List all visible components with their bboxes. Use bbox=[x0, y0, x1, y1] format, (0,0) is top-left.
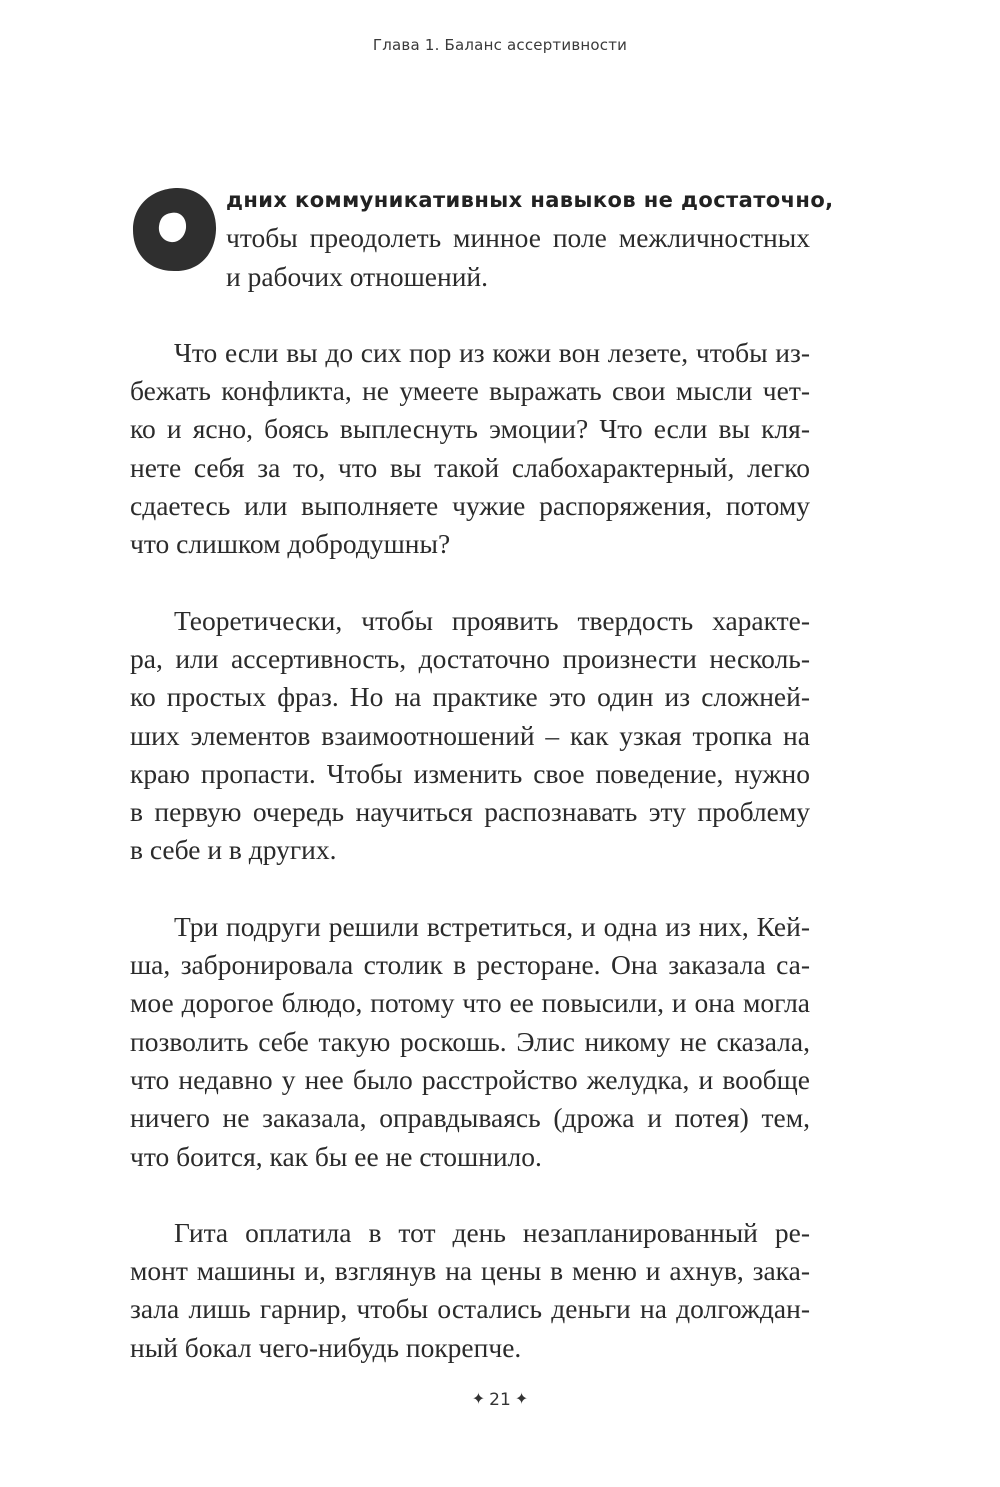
lead-paragraph bbox=[130, 181, 834, 296]
text-line: ничего не заказала, оправдываясь (дрожа и потея) тем, bbox=[130, 1102, 810, 1134]
text-line: в себе и в других. bbox=[130, 834, 337, 866]
drop-cap bbox=[130, 185, 219, 274]
text-line: ших элементов взаимоотношений – как узкая тропка на bbox=[130, 719, 810, 751]
text-line: ко простых фраз. Но на практике это один из сложней- bbox=[130, 681, 810, 713]
text-line: сдаетесь или выполняете чужие распоряжения, потому bbox=[130, 490, 810, 522]
text-line: ра, или ассертивность, достаточно произнести несколь- bbox=[130, 642, 810, 674]
lead-first-line: дних коммуникативных навыков не достаточно, bbox=[226, 188, 834, 212]
lead-line: и рабочих отношений. bbox=[226, 260, 489, 292]
paragraph-4 bbox=[130, 1214, 810, 1367]
running-header: Глава 1. Баланс ассертивности bbox=[372, 36, 628, 54]
text-line: ша, забронировала столик в ресторане. Она заказала са- bbox=[130, 949, 810, 981]
text-line: ко и ясно, боясь выплеснуть эмоции? Что если вы кля- bbox=[130, 413, 810, 445]
text-line: Гита оплатила в тот день незапланированный ре- bbox=[174, 1216, 810, 1248]
text-line: нете себя за то, что вы такой слабохарактерный, легко bbox=[130, 451, 810, 483]
text-line: монт машины и, взглянув на цены в меню и ахнув, зака- bbox=[130, 1255, 810, 1287]
paragraph-2 bbox=[130, 602, 810, 870]
text-line: ный бокал чего-нибудь покрепче. bbox=[130, 1331, 522, 1363]
star-ornament-icon: ✦ bbox=[471, 1389, 486, 1408]
text-line: зала лишь гарнир, чтобы остались деньги на долгождан- bbox=[130, 1293, 810, 1325]
drop-cap-o-icon bbox=[130, 185, 219, 274]
text-line: что недавно у нее было расстройство желудка, и вообще bbox=[130, 1063, 810, 1095]
star-ornament-icon: ✦ bbox=[514, 1389, 529, 1408]
text-line: что боится, как бы ее не стошнило. bbox=[130, 1140, 542, 1172]
text-line: Три подруги решили встретиться, и одна из них, Кей- bbox=[174, 910, 810, 942]
lead-line: чтобы преодолеть минное поле межличностных bbox=[226, 222, 810, 254]
text-line: что слишком добродушны? bbox=[130, 528, 451, 560]
paragraph-1 bbox=[130, 334, 810, 564]
page-footer bbox=[0, 1389, 1000, 1410]
text-line: Что если вы до сих пор из кожи вон лезете, чтобы из- bbox=[174, 336, 810, 368]
text-line: краю пропасти. Чтобы изменить свое поведение, нужно bbox=[130, 757, 810, 789]
body-text bbox=[130, 181, 834, 1405]
page-number: 21 bbox=[489, 1390, 511, 1410]
text-line: позволить себе такую роскошь. Элис никому не сказала, bbox=[130, 1025, 810, 1057]
paragraph-3 bbox=[130, 908, 810, 1176]
text-line: Теоретически, чтобы проявить твердость характе- bbox=[174, 604, 810, 636]
text-line: в первую очередь научиться распознавать эту проблему bbox=[130, 796, 810, 828]
text-line: бежать конфликта, не умеете выражать свои мысли чет- bbox=[130, 375, 810, 407]
text-line: мое дорогое блюдо, потому что ее повысили, и она могла bbox=[130, 987, 810, 1019]
